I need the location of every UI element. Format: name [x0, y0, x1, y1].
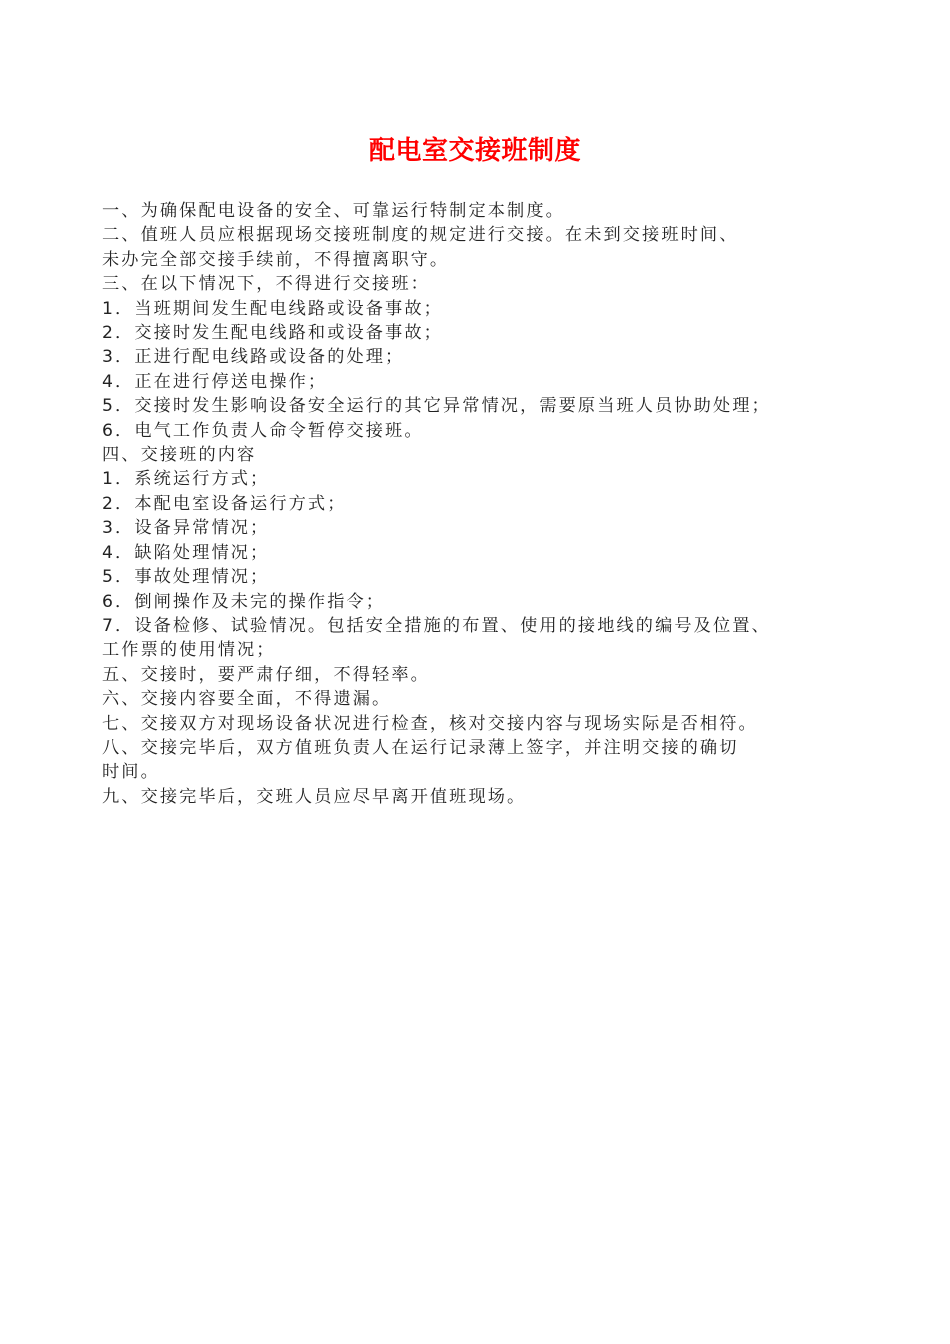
clause-line: 3．设备异常情况；: [102, 518, 270, 539]
clause-line: 1．当班期间发生配电线路或设备事故；: [102, 298, 443, 319]
clause-line: 八、交接完毕后，双方值班负责人在运行记录薄上签字，并注明交接的确切: [102, 737, 739, 758]
clause-line: 6．倒闸操作及未完的操作指令；: [102, 591, 386, 612]
clause-line: 未办完全部交接手续前，不得擅离职守。: [102, 249, 450, 270]
clause-line: 二、值班人员应根据现场交接班制度的规定进行交接。在未到交接班时间、: [102, 225, 739, 246]
clause-line: 工作票的使用情况；: [102, 640, 276, 661]
clause-line: 5．交接时发生影响设备安全运行的其它异常情况，需要原当班人员协助处理；: [102, 396, 771, 417]
clause-line: 5．事故处理情况；: [102, 567, 270, 588]
clause-line: 2．交接时发生配电线路和或设备事故；: [102, 323, 443, 344]
clause-line: 2．本配电室设备运行方式；: [102, 493, 347, 514]
clause-line: 三、在以下情况下，不得进行交接班：: [102, 274, 430, 295]
clause-line: 四、交接班的内容: [102, 445, 257, 466]
clause-line: 6．电气工作负责人命令暂停交接班。: [102, 420, 424, 441]
clause-line: 六、交接内容要全面，不得遗漏。: [102, 689, 392, 710]
clause-line: 3．正进行配电线路或设备的处理；: [102, 347, 405, 368]
clause-line: 1．系统运行方式；: [102, 469, 270, 490]
clause-line: 时间。: [102, 762, 160, 783]
clause-line: 4．缺陷处理情况；: [102, 542, 270, 563]
clause-line: 五、交接时，要严肃仔细，不得轻率。: [102, 664, 430, 685]
clause-line: 七、交接双方对现场设备状况进行检查，核对交接内容与现场实际是否相符。: [102, 713, 758, 734]
document-title: 配电室交接班制度: [368, 136, 581, 166]
clause-line: 7．设备检修、试验情况。包括安全措施的布置、使用的接地线的编号及位置、: [102, 615, 771, 636]
document-body: [102, 199, 872, 809]
clause-line: 九、交接完毕后，交班人员应尽早离开值班现场。: [102, 786, 527, 807]
clause-line: 4．正在进行停送电操作；: [102, 371, 328, 392]
clause-line: 一、为确保配电设备的安全、可靠运行特制定本制度。: [102, 201, 565, 221]
